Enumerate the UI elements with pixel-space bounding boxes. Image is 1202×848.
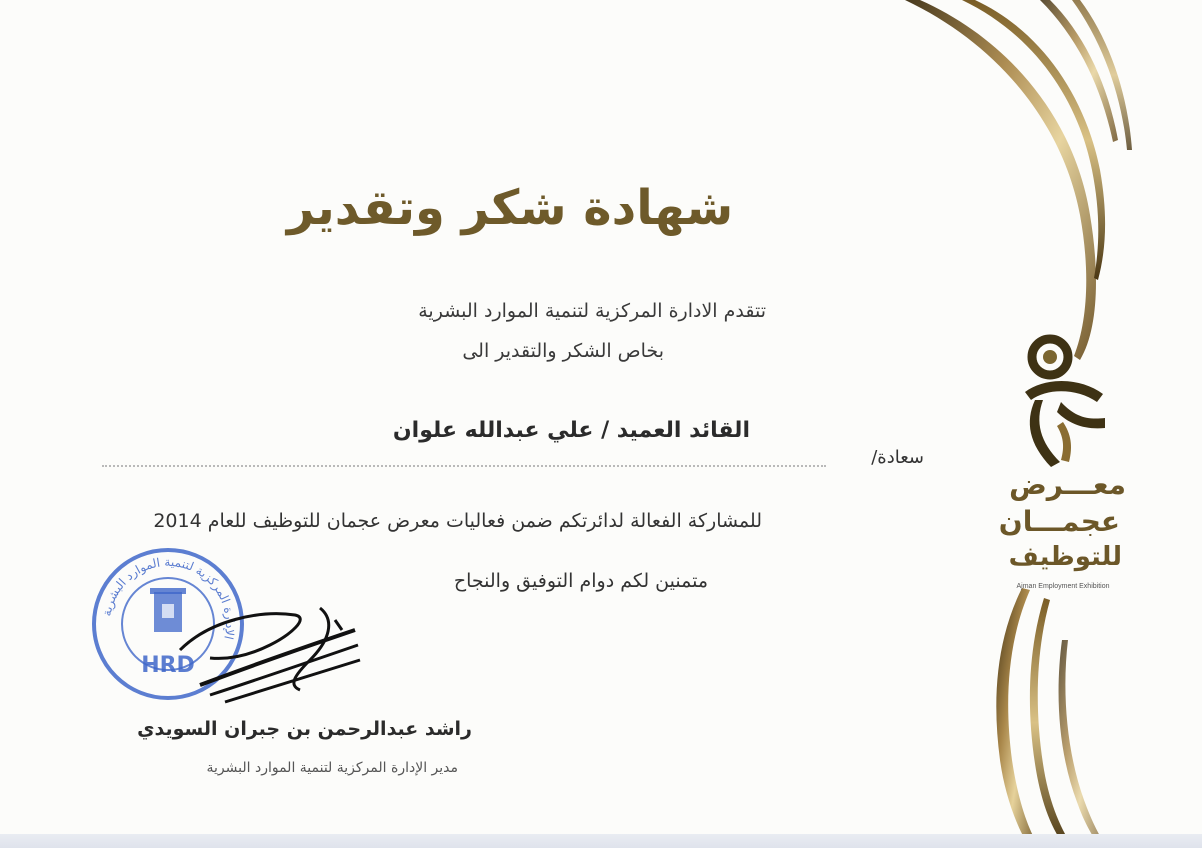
dotted-line-divider xyxy=(102,465,826,467)
stamp-initials: HRD xyxy=(141,653,195,678)
bottom-edge-band xyxy=(0,834,1202,848)
exhibition-logo-icon xyxy=(1005,322,1115,472)
signatory-name: راشد عبدالرحمن بن جبران السويدي xyxy=(137,718,472,740)
logo-text-line-1: معـــرض xyxy=(1009,468,1126,501)
stamp-ring-text: الإدارة المركزية لتنمية الموارد البشرية xyxy=(99,554,238,641)
intro-line-2: بخاص الشكر والتقدير الى xyxy=(462,340,664,362)
logo-english-caption: Ajman Employment Exhibition xyxy=(1016,583,1110,590)
honorific-label: سعادة/ xyxy=(871,447,924,468)
intro-line-1: تتقدم الادارة المركزية لتنمية الموارد البشرية xyxy=(418,300,766,322)
handwritten-signature-icon xyxy=(170,590,370,710)
certificate-title: شهادة شكر وتقدير xyxy=(286,180,734,236)
body-line-1: للمشاركة الفعالة لدائرتكم ضمن فعاليات معرض عجمان للتوظيف للعام 2014 xyxy=(153,510,762,532)
recipient-name: القائد العميد / علي عبدالله علوان xyxy=(392,418,750,443)
body-line-2: متمنين لكم دوام التوفيق والنجاح xyxy=(453,570,708,592)
signatory-title: مدير الإدارة المركزية لتنمية الموارد البشرية xyxy=(206,760,458,776)
logo-text-line-2: عجمـــان xyxy=(998,505,1120,538)
logo-text-line-3: للتوظيف xyxy=(1008,542,1122,572)
